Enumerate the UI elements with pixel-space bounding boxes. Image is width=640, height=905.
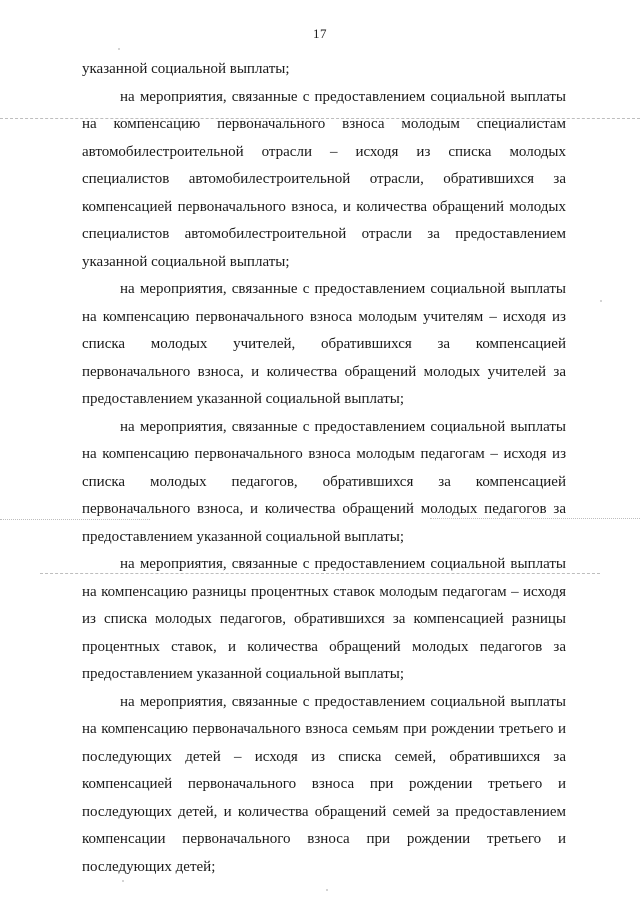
paragraph-6: на мероприятия, связанные с предоставлением социальной выплаты на компенсацию первоначального взноса семьям при рождении третьего и последующих детей – исходя из списка семей, обратившихся за компенсацией первоначального взноса при рождении третьего и последующих детей, и количества обращений семей за предоставлением компенсации первоначального взноса при рождении третьего и последующих детей; (82, 693, 566, 875)
paragraph-3: на мероприятия, связанные с предоставлением социальной выплаты на компенсацию первоначального взноса молодым учителям – исходя из списка молодых учителей, обратившихся за компенсацией первоначального взноса, и количества обращений молодых учителей за предоставлением указанной социальной выплаты; (82, 281, 566, 407)
scan-artifact-dot (122, 880, 124, 882)
scan-artifact-line (0, 118, 640, 119)
scan-artifact-line (40, 573, 600, 574)
page-number: 17 (313, 26, 327, 41)
paragraph-2: на мероприятия, связанные с предоставлением социальной выплаты на компенсацию первоначального взноса молодым специалистам автомобилестроительной отрасли – исходя из списка молодых специалистов автомобилестроительной отрасли, обратившихся за компенсацией первоначального взноса, и количества обращений молодых специалистов автомобилестроительной отрасли за предоставлением указанной социальной выплаты; (82, 88, 566, 270)
scan-artifact-line (430, 518, 640, 519)
paragraph-4: на мероприятия, связанные с предоставлением социальной выплаты на компенсацию первоначального взноса молодым педагогам – исходя из списка молодых педагогов, обратившихся за компенсацией первоначального взноса, и количества обращений молодых педагогов за предоставлением указанной социальной выплаты; (82, 418, 566, 545)
scan-artifact-dot (326, 889, 328, 891)
scan-artifact-dot (600, 300, 602, 302)
paragraph-1: указанной социальной выплаты; (82, 61, 290, 77)
paragraph-5: на мероприятия, связанные с предоставлением социальной выплаты на компенсацию разницы процентных ставок молодым педагогам – исходя из списка молодых педагогов, обратившихся за компенсацией разницы процентных ставок, и количества обращений молодых педагогов за предоставлением указанной социальной выплаты; (82, 556, 566, 682)
document-body (82, 56, 566, 881)
scan-artifact-dot (118, 48, 120, 50)
scan-artifact-line (0, 519, 150, 520)
